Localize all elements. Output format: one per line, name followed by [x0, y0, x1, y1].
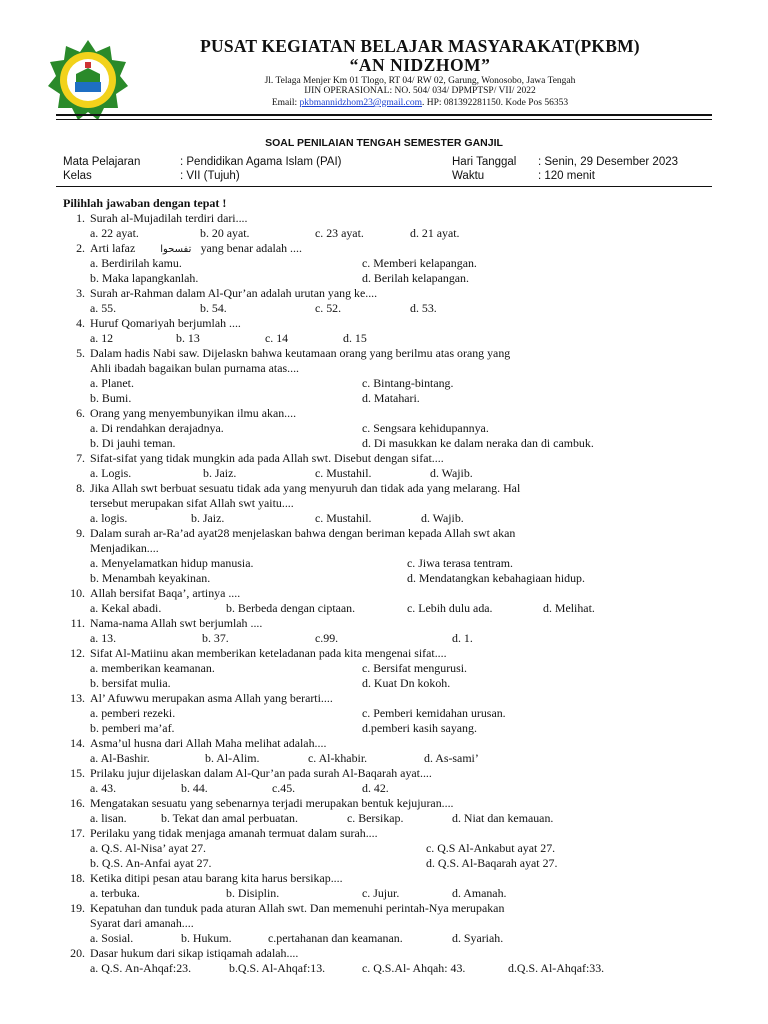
answer-option[interactable]: b. 37.: [202, 631, 229, 645]
answer-option[interactable]: c. 52.: [315, 301, 342, 315]
contact-rest: . HP: 081392281150. Kode Pos 56353: [422, 98, 569, 108]
question-text: Kepatuhan dan tunduk pada aturan Allah swt. Dan memenuhi perintah-Nya merupakan: [90, 901, 505, 915]
answer-option[interactable]: a. Al-Bashir.: [90, 751, 150, 765]
answer-option[interactable]: b. Q.S. An-Anfai ayat 27.: [90, 856, 212, 870]
time-label: Waktu: [452, 170, 485, 182]
answer-option[interactable]: d. 21 ayat.: [410, 226, 460, 240]
answer-option[interactable]: b. 20 ayat.: [200, 226, 250, 240]
answer-option[interactable]: c.pertahanan dan keamanan.: [268, 931, 403, 945]
answer-option[interactable]: d. As-sami’: [424, 751, 479, 765]
question-19: [0, 901, 768, 916]
question-text: Surah al-Mujadilah terdiri dari....: [90, 211, 248, 225]
answer-option[interactable]: d. Berilah kelapangan.: [362, 271, 469, 285]
arabic-word: تفسحوا: [160, 244, 195, 255]
question-text: Dalam surah ar-Ra’ad ayat28 menjelaskan bahwa dengan beriman kepada Allah swt akan: [90, 526, 516, 540]
time-value: : 120 menit: [538, 170, 595, 182]
question-number: 1.: [76, 211, 85, 225]
question-text: Sifat Al-Matiinu akan memberikan keteladanan pada kita mengenai sifat....: [90, 646, 447, 660]
options-row: [0, 751, 768, 766]
answer-option[interactable]: c. Al-khabir.: [308, 751, 368, 765]
options-row: [0, 421, 768, 436]
options-row: [0, 781, 768, 796]
subject-label: Mata Pelajaran: [63, 156, 141, 168]
question-text: Mengatakan sesuatu yang sebenarnya terjadi merupakan bentuk kejujuran....: [90, 796, 454, 810]
question-5: [0, 346, 768, 361]
answer-option[interactable]: d. Syariah.: [452, 931, 504, 945]
answer-option[interactable]: c. Sengsara kehidupannya.: [362, 421, 489, 435]
options-row: [0, 436, 768, 451]
options-row: [0, 331, 768, 346]
answer-option[interactable]: c.99.: [315, 631, 339, 645]
header-subtitle: “AN NIDZHOM”: [349, 55, 491, 75]
answer-option[interactable]: d. Wajib.: [421, 511, 464, 525]
answer-option[interactable]: d. Wajib.: [430, 466, 473, 480]
question-text: Surah ar-Rahman dalam Al-Qur’an adalah urutan yang ke....: [90, 286, 378, 300]
question-number: 6.: [76, 406, 85, 420]
answer-option[interactable]: d. Q.S. Al-Baqarah ayat 27.: [426, 856, 558, 870]
question-17: [0, 826, 768, 841]
options-row: [0, 466, 768, 481]
answer-option[interactable]: d.Q.S. Al-Ahqaf:33.: [508, 961, 605, 975]
question-number: 15.: [70, 766, 85, 780]
info-rule: [56, 186, 712, 187]
question-4: [0, 316, 768, 331]
question-number: 11.: [70, 616, 85, 630]
question-11: [0, 616, 768, 631]
question-text: Ketika ditipi pesan atau barang kita harus bersikap....: [90, 871, 343, 885]
question-6: [0, 406, 768, 421]
question-text-continued: Ahli ibadah bagaikan bulan purnama atas....: [90, 361, 300, 375]
options-row: [0, 856, 768, 871]
options-row: [0, 391, 768, 406]
options-row: [0, 256, 768, 271]
answer-option[interactable]: a. Kekal abadi.: [90, 601, 162, 615]
answer-option[interactable]: a. lisan.: [90, 811, 127, 825]
instruction: Pilihlah jawaban dengan tepat !: [63, 196, 227, 210]
question-number: 7.: [76, 451, 85, 465]
answer-option[interactable]: c. 14: [265, 331, 289, 345]
answer-option[interactable]: a. Sosial.: [90, 931, 134, 945]
question-10: [0, 586, 768, 601]
question-number: 9.: [76, 526, 85, 540]
options-row: [0, 931, 768, 946]
answer-option[interactable]: d. 1.: [452, 631, 473, 645]
options-row: [0, 556, 768, 571]
answer-option[interactable]: d. Matahari.: [362, 391, 420, 405]
answer-option[interactable]: d. Melihat.: [543, 601, 595, 615]
question-number: 10.: [70, 586, 85, 600]
answer-option[interactable]: b. Jaiz.: [203, 466, 237, 480]
answer-option[interactable]: a. Q.S. An-Ahqaf:23.: [90, 961, 192, 975]
question-number: 18.: [70, 871, 85, 885]
question-20: [0, 946, 768, 961]
answer-option[interactable]: b. pemberi ma’af.: [90, 721, 175, 735]
answer-option[interactable]: d. 53.: [410, 301, 437, 315]
answer-option[interactable]: c. Memberi kelapangan.: [362, 256, 477, 270]
answer-option[interactable]: b. 54.: [200, 301, 227, 315]
answer-option[interactable]: a. Berdirilah kamu.: [90, 256, 182, 270]
answer-option[interactable]: c. Bersikap.: [347, 811, 404, 825]
day-label: Hari Tanggal: [452, 156, 517, 168]
options-row: [0, 886, 768, 901]
answer-option[interactable]: a. 43.: [90, 781, 117, 795]
answer-option[interactable]: c.45.: [272, 781, 296, 795]
question-text: Perilaku yang tidak menjaga amanah termuat dalam surah....: [90, 826, 378, 840]
header-address: Jl. Telaga Menjer Km 01 Tlogo, RT 04/ RW 02, Garung, Wonosobo, Jawa Tengah: [264, 76, 576, 86]
question-2: [0, 241, 768, 256]
answer-option[interactable]: c. 23 ayat.: [315, 226, 364, 240]
subject-value: : Pendidikan Agama Islam (PAI): [180, 156, 342, 168]
question-18: [0, 871, 768, 886]
answer-option[interactable]: b. Disiplin.: [226, 886, 280, 900]
answer-option[interactable]: d. 15: [343, 331, 367, 345]
header-rule-thick: [56, 114, 712, 116]
question-number: 14.: [70, 736, 85, 750]
header-license: IJIN OPERASIONAL: NO. 504/ 034/ DPMPTSP/ VII/ 2022: [304, 86, 536, 96]
answer-option[interactable]: d. 42.: [362, 781, 389, 795]
answer-option[interactable]: c. Mustahil.: [315, 466, 372, 480]
question-number: 20.: [70, 946, 85, 960]
answer-option[interactable]: a. 13.: [90, 631, 117, 645]
answer-option[interactable]: c. Pemberi kemidahan urusan.: [362, 706, 506, 720]
answer-option[interactable]: a. Menyelamatkan hidup manusia.: [90, 556, 254, 570]
answer-option[interactable]: a. 55.: [90, 301, 117, 315]
header-title: PUSAT KEGIATAN BELAJAR MASYARAKAT(PKBM): [200, 36, 640, 56]
question-number: 12.: [70, 646, 85, 660]
options-row: [0, 631, 768, 646]
options-row: [0, 301, 768, 316]
options-row: [0, 226, 768, 241]
answer-option[interactable]: b. Di jauhi teman.: [90, 436, 176, 450]
question-text-continued: tersebut merupakan sifat Allah swt yaitu....: [90, 496, 294, 510]
answer-option[interactable]: c. Bersifat mengurusi.: [362, 661, 468, 675]
answer-option[interactable]: a. Di rendahkan derajadnya.: [90, 421, 224, 435]
question-text: Orang yang menyembunyikan ilmu akan....: [90, 406, 297, 420]
answer-option[interactable]: a. logis.: [90, 511, 128, 525]
options-row: [0, 721, 768, 736]
question-number: 4.: [76, 316, 85, 330]
answer-option[interactable]: b. Bumi.: [90, 391, 132, 405]
question-text-continued: Syarat dari amanah....: [90, 916, 194, 930]
question-number: 3.: [76, 286, 85, 300]
answer-option[interactable]: b. Tekat dan amal perbuatan.: [161, 811, 298, 825]
options-row: [0, 571, 768, 586]
question-text: Nama-nama Allah swt berjumlah ....: [90, 616, 263, 630]
question-number: 19.: [70, 901, 85, 915]
question-7: [0, 451, 768, 466]
question-14: [0, 736, 768, 751]
question-9: [0, 526, 768, 541]
answer-option[interactable]: b. 44.: [181, 781, 208, 795]
answer-option[interactable]: d. Amanah.: [452, 886, 507, 900]
options-row: [0, 841, 768, 856]
answer-option[interactable]: c. Q.S Al-Ankabut ayat 27.: [426, 841, 556, 855]
answer-option[interactable]: c. Q.S.Al- Ahqah: 43.: [362, 961, 466, 975]
question-text: Prilaku jujur dijelaskan dalam Al-Qur’an pada surah Al-Baqarah ayat....: [90, 766, 432, 780]
options-row: [0, 661, 768, 676]
question-text: Dalam hadis Nabi saw. Dijelaskn bahwa keutamaan orang yang berilmu atas orang yang: [90, 346, 511, 360]
question-16: [0, 796, 768, 811]
answer-option[interactable]: b. Menambah keyakinan.: [90, 571, 211, 585]
question-3: [0, 286, 768, 301]
question-text-part: yang benar adalah ....: [200, 241, 302, 255]
answer-option[interactable]: a. memberikan keamanan.: [90, 661, 215, 675]
class-label: Kelas: [63, 170, 92, 182]
answer-option[interactable]: a. 12: [90, 331, 114, 345]
question-number: 16.: [70, 796, 85, 810]
question-text: Asma’ul husna dari Allah Maha melihat adalah....: [90, 736, 327, 750]
options-row: [0, 271, 768, 286]
question-text: Al’ Afuwwu merupakan asma Allah yang berarti....: [90, 691, 333, 705]
answer-option[interactable]: a. Q.S. Al-Nisa’ ayat 27.: [90, 841, 207, 855]
options-row: [0, 376, 768, 391]
question-8: [0, 481, 768, 496]
header-contact: [120, 98, 720, 108]
question-text: Jika Allah swt berbuat sesuatu tidak ada yang menyuruh dan tidak ada yang melarang. Hal: [90, 481, 521, 495]
answer-option[interactable]: b. Al-Alim.: [205, 751, 260, 765]
question-number: 13.: [70, 691, 85, 705]
options-row: [0, 511, 768, 526]
question-text: Sifat-sifat yang tidak mungkin ada pada Allah swt. Disebut dengan sifat....: [90, 451, 444, 465]
class-value: : VII (Tujuh): [180, 170, 240, 182]
question-number: 8.: [76, 481, 85, 495]
email-link[interactable]: pkbmannidzhom23@gmail.com: [299, 98, 423, 108]
answer-option[interactable]: b. Berbeda dengan ciptaan.: [226, 601, 356, 615]
question-text: [90, 241, 302, 256]
question-text: Dasar hukum dari sikap istiqamah adalah....: [90, 946, 299, 960]
options-row: [0, 811, 768, 826]
answer-option[interactable]: d.pemberi kasih sayang.: [362, 721, 477, 735]
answer-option[interactable]: b. Jaiz.: [191, 511, 225, 525]
question-number: 5.: [76, 346, 85, 360]
question-1: [0, 211, 768, 226]
school-logo: [46, 38, 130, 122]
header-rule-thin: [56, 119, 712, 120]
question-15: [0, 766, 768, 781]
options-row: [0, 961, 768, 976]
question-text: Huruf Qomariyah berjumlah ....: [90, 316, 241, 330]
answer-option[interactable]: a. Logis.: [90, 466, 132, 480]
answer-option[interactable]: a. Planet.: [90, 376, 134, 390]
answer-option[interactable]: b. bersifat mulia.: [90, 676, 171, 690]
answer-option[interactable]: d. Mendatangkan kebahagiaan hidup.: [407, 571, 585, 585]
question-number: 17.: [70, 826, 85, 840]
options-row: [0, 676, 768, 691]
answer-option[interactable]: b. Maka lapangkanlah.: [90, 271, 199, 285]
options-row: [0, 601, 768, 616]
question-12: [0, 646, 768, 661]
answer-option[interactable]: c. Jujur.: [362, 886, 400, 900]
answer-option[interactable]: c. Jiwa terasa tentram.: [407, 556, 513, 570]
answer-option[interactable]: b. 13: [176, 331, 200, 345]
answer-option[interactable]: b. Hukum.: [181, 931, 232, 945]
answer-option[interactable]: b.Q.S. Al-Ahqaf:13.: [229, 961, 326, 975]
answer-option[interactable]: d. Kuat Dn kokoh.: [362, 676, 451, 690]
question-text-part: Arti lafaz: [90, 241, 139, 255]
answer-option[interactable]: c. Lebih dulu ada.: [407, 601, 493, 615]
question-list: [0, 211, 768, 976]
answer-option[interactable]: d. Niat dan kemauan.: [452, 811, 554, 825]
day-value: : Senin, 29 Desember 2023: [538, 156, 679, 168]
answer-option[interactable]: a. pemberi rezeki.: [90, 706, 176, 720]
answer-option[interactable]: a. 22 ayat.: [90, 226, 139, 240]
email-label: Email:: [271, 98, 300, 108]
question-13: [0, 691, 768, 706]
answer-option[interactable]: d. Di masukkan ke dalam neraka dan di cambuk.: [362, 436, 594, 450]
exam-title: SOAL PENILAIAN TENGAH SEMESTER GANJIL: [265, 137, 503, 149]
question-number: 2.: [76, 241, 85, 255]
answer-option[interactable]: a. terbuka.: [90, 886, 140, 900]
answer-option[interactable]: c. Bintang-bintang.: [362, 376, 454, 390]
answer-option[interactable]: c. Mustahil.: [315, 511, 372, 525]
question-text: Allah bersifat Baqa’, artinya ....: [90, 586, 241, 600]
question-text-continued: Menjadikan....: [90, 541, 159, 555]
options-row: [0, 706, 768, 721]
